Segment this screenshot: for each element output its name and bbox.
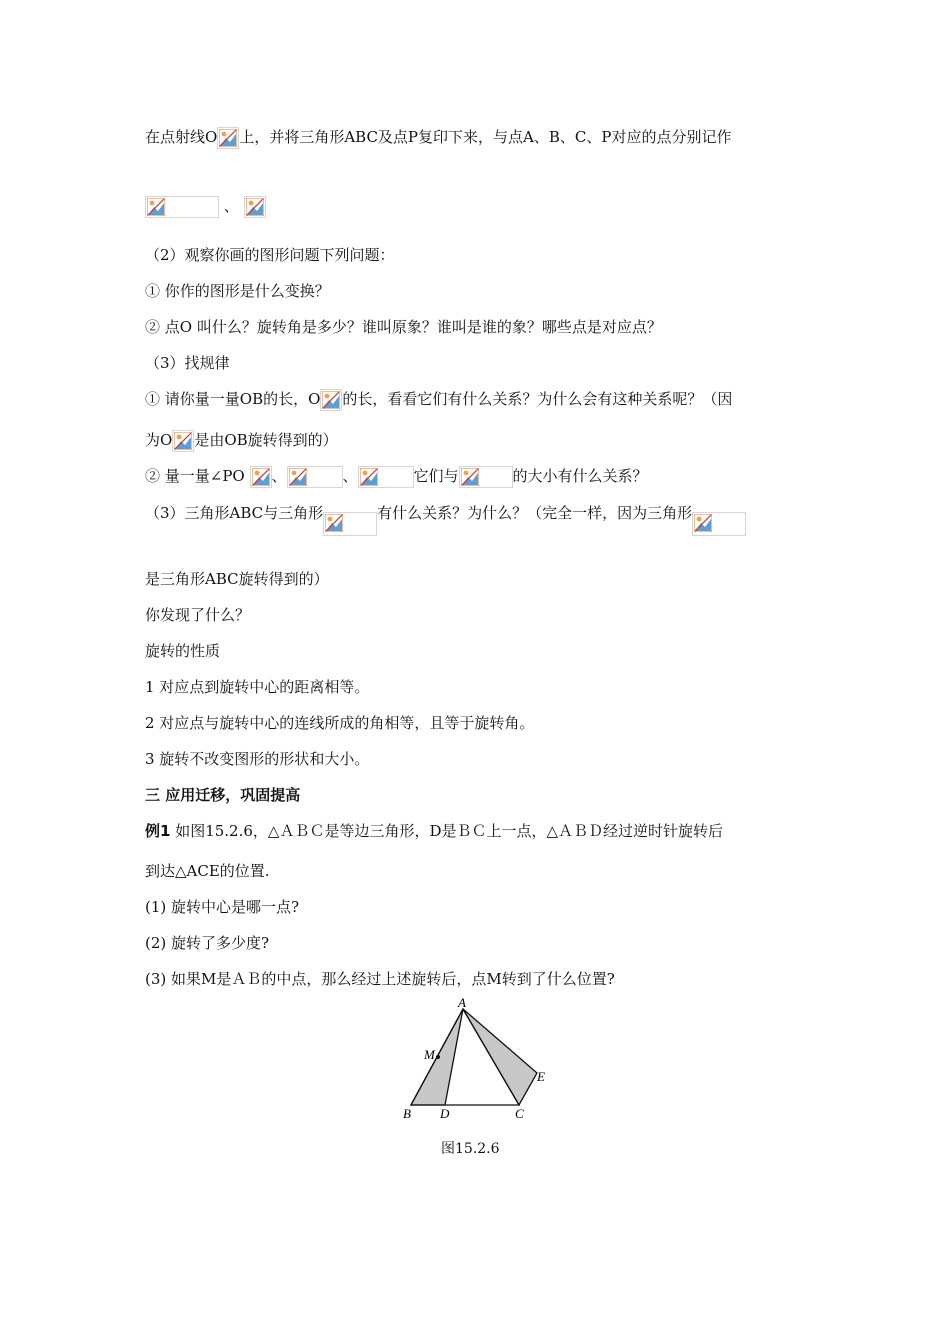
paragraph-line: 在点射线O 上，并将三角形ABC及点P复印下来，与点A、B、C、P对应的点分别记作 xyxy=(145,126,731,149)
list-item: 2 对应点与旋转中心的连线所成的角相等，且等于旋转角。 xyxy=(145,714,535,732)
paragraph-line: （3）三角形ABC与三角形 有什么关系？为什么？（完全一样，因为三角形 xyxy=(145,502,746,536)
broken-image-icon xyxy=(358,466,414,488)
label-e: E xyxy=(537,1069,545,1084)
broken-image-icon xyxy=(217,127,239,149)
paragraph-line: （3）找规律 xyxy=(145,354,230,372)
example-label: 例1 xyxy=(145,822,171,840)
example-statement: 例1 如图15.2.6，△ＡＢＣ是等边三角形，D是ＢＣ上一点，△ＡＢＤ经过逆时针旋转后 xyxy=(145,822,724,840)
paragraph-line: 为O 是由OB旋转得到的） xyxy=(145,429,338,452)
paragraph-line: ② 量一量∠PO 、 、 它们与 的大小有什么关系？ xyxy=(145,465,648,488)
broken-image-icon xyxy=(287,466,343,488)
label-m: M xyxy=(424,1047,435,1062)
list-item: 3 旋转不改变图形的形状和大小。 xyxy=(145,750,370,768)
paragraph-line: 是三角形ABC旋转得到的） xyxy=(145,570,329,588)
broken-image-icon xyxy=(323,512,377,536)
label-d: D xyxy=(440,1106,450,1121)
paragraph-line: 到达△ACE的位置. xyxy=(145,862,270,880)
label-a: A xyxy=(458,995,466,1010)
question-item: (1) 旋转中心是哪一点? xyxy=(145,898,300,916)
paragraph-line: （2）观察你画的图形问题下列问题： xyxy=(145,246,395,264)
question-item: (2) 旋转了多少度? xyxy=(145,934,270,952)
point-m xyxy=(436,1055,440,1059)
section-heading: 三 应用迁移，巩固提高 xyxy=(145,786,301,804)
paragraph-line: ① 你作的图形是什么变换？ xyxy=(145,282,330,300)
question-item: (3) 如果M是ＡＢ的中点，那么经过上述旋转后，点M转到了什么位置? xyxy=(145,970,615,988)
broken-image-icon xyxy=(250,466,272,488)
label-b: B xyxy=(403,1106,411,1121)
paragraph-line: 、 xyxy=(145,195,266,218)
broken-image-icon xyxy=(320,389,342,411)
broken-image-icon xyxy=(692,512,746,536)
paragraph-line: ② 点O 叫什么？旋转角是多少？谁叫原象？谁叫是谁的象？哪些点是对应点？ xyxy=(145,318,662,336)
broken-image-icon xyxy=(172,430,194,452)
section-heading: 旋转的性质 xyxy=(145,642,221,660)
list-item: 1 对应点到旋转中心的距离相等。 xyxy=(145,678,370,696)
figure-caption: 图15.2.6 xyxy=(441,1141,500,1157)
broken-image-icon xyxy=(244,196,266,218)
label-c: C xyxy=(515,1106,524,1121)
paragraph-line: ① 请你量一量OB的长，O 的长，看看它们有什么关系？为什么会有这种关系呢？（因 xyxy=(145,388,732,411)
broken-image-icon xyxy=(459,466,513,488)
shaded-triangle-ace xyxy=(463,1009,537,1105)
paragraph-line: 你发现了什么？ xyxy=(145,606,251,624)
broken-image-icon xyxy=(145,196,219,218)
geometry-figure xyxy=(395,995,565,1125)
